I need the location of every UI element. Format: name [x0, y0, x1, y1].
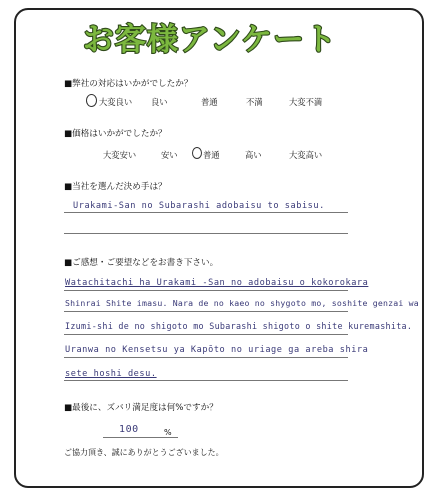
- option-service-dissatisfied: 不満: [246, 97, 263, 107]
- question-deciding-factor: ■当社を選んだ決め手は？: [64, 182, 167, 192]
- option-price-normal: 普通: [203, 150, 220, 160]
- answer-line: [64, 357, 348, 358]
- question-service: ■弊社の対応はいかがでしたか？: [64, 79, 193, 89]
- option-service-very-dissatisfied: 大変不満: [289, 97, 323, 107]
- answer-line: [64, 380, 348, 381]
- answer-line: [64, 311, 348, 312]
- option-service-very-good: 大変良い: [99, 97, 133, 107]
- answer-line: [64, 233, 348, 234]
- handwritten-deciding-factor: Urakami-San no Subarashi adobaisu to sabisu.: [73, 201, 325, 211]
- selected-circle-service: [86, 94, 97, 107]
- answer-line: [64, 212, 348, 213]
- handwritten-comment-line: Izumi-shi de no shigoto mo Subarashi shigoto o shite kuremashita.: [65, 321, 413, 331]
- handwritten-comment-line: Uranwa no Kensetsu ya Kapōto no uriage ga areba shira: [65, 345, 369, 355]
- handwritten-satisfaction-value: 100: [119, 424, 139, 435]
- option-price-very-expensive: 大変高い: [289, 150, 323, 160]
- answer-line: [64, 334, 348, 335]
- option-price-cheap: 安い: [161, 150, 178, 160]
- option-service-good: 良い: [151, 97, 168, 107]
- handwritten-comment-line: Watachitachi ha Urakami -San no adobaisu o kokorokara: [65, 278, 369, 288]
- handwritten-comment-line: Shinrai Shite imasu. Nara de no kaeo no shygoto mo, soshite genzai wa: [65, 298, 419, 308]
- option-price-expensive: 高い: [245, 150, 262, 160]
- answer-line: [103, 437, 178, 438]
- handwritten-comment-line: sete hoshi desu.: [65, 369, 157, 379]
- option-service-normal: 普通: [201, 97, 218, 107]
- survey-title: お客様アンケート: [82, 22, 338, 58]
- question-satisfaction: ■最後に、ズバリ満足度は何%ですか？: [64, 403, 218, 413]
- selected-circle-price: [192, 147, 202, 159]
- answer-line: [64, 290, 348, 291]
- thank-you-note: ご協力頂き、誠にありがとうございました。: [64, 448, 224, 457]
- question-price: ■価格はいかがでしたか？: [64, 129, 167, 139]
- percent-unit: %: [164, 428, 172, 437]
- question-comments: ■ご感想・ご要望などをお書き下さい。: [64, 258, 219, 268]
- option-price-very-cheap: 大変安い: [103, 150, 137, 160]
